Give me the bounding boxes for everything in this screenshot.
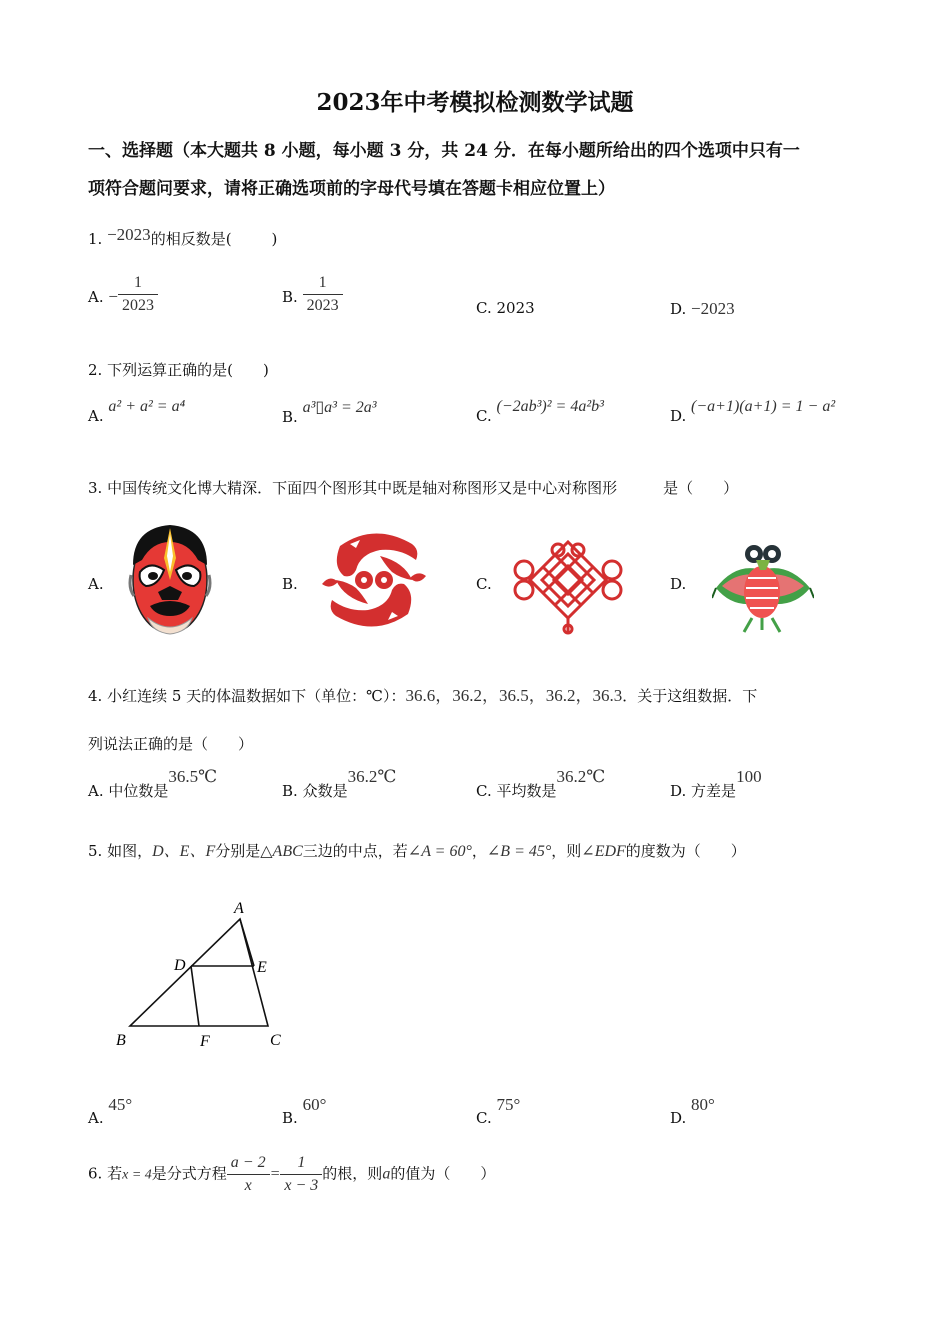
question-2 — [88, 359, 269, 380]
question-stem: 下列运算正确的是( ) — [107, 361, 269, 379]
q5-option-d[interactable] — [670, 1095, 715, 1127]
option-label: A. — [88, 782, 104, 800]
option-math: a² + a² = a⁴ — [108, 398, 186, 415]
numerator: 1 — [303, 272, 343, 295]
option-value: 2023 — [496, 299, 535, 317]
question-number: 5. — [88, 842, 103, 860]
denominator: x — [244, 1177, 252, 1194]
point-label-e: E — [257, 959, 267, 976]
option-text: 中位数是 — [108, 782, 169, 800]
chinese-knot-image[interactable] — [512, 540, 624, 636]
option-math: (−2ab³)² = 4a²b³ — [496, 398, 604, 415]
question-stem-continued: ．关于这组数据．下 — [622, 687, 758, 705]
vertex-label-b: B — [116, 1032, 126, 1049]
option-math: 80° — [691, 1095, 715, 1114]
option-label: D. — [670, 1109, 687, 1127]
question-text: 三边的中点，若 — [302, 842, 408, 860]
math-angle-b: ∠B = 45° — [486, 843, 552, 860]
q4-option-d[interactable] — [670, 766, 762, 800]
question-4 — [88, 681, 757, 706]
question-4-line2: 列说法正确的是（ ） — [88, 735, 254, 753]
q2-option-a[interactable] — [88, 397, 186, 425]
option-label: A. — [88, 1109, 104, 1127]
math-variable-a: a — [382, 1165, 391, 1183]
option-label: C. — [476, 407, 492, 425]
option-math: 36.5℃ — [168, 767, 218, 786]
option-label: B. — [282, 782, 298, 800]
option-label: B. — [282, 1109, 298, 1127]
math-expression: −2023 — [107, 225, 151, 244]
option-text: 方差是 — [691, 782, 737, 800]
question-text: 若 — [107, 1164, 123, 1183]
q2-option-b[interactable] — [282, 397, 377, 426]
option-label: B. — [282, 408, 298, 426]
option-label: C. — [476, 782, 492, 800]
question-1 — [88, 225, 278, 249]
page-title: 2023年中考模拟检测数学试题 — [316, 89, 634, 116]
q3-option-c-label[interactable]: C. — [476, 575, 492, 593]
section-header-line2: 项符合题问要求，请将正确选项前的字母代号填在答题卡相应位置上） — [88, 179, 615, 199]
fraction-left — [227, 1152, 270, 1197]
question-number: 4. — [88, 687, 103, 705]
fraction — [118, 272, 158, 317]
question-stem: 中国传统文化博大精深．下面四个图形其中既是轴对称图形又是中心对称图形 — [107, 479, 618, 497]
option-label: C. — [476, 299, 492, 317]
numerator: 1 — [280, 1152, 322, 1175]
paper-cut-fish-image[interactable] — [320, 526, 428, 634]
q5-option-a[interactable] — [88, 1095, 133, 1127]
kite-image[interactable] — [712, 540, 814, 634]
q1-option-b[interactable] — [282, 272, 343, 317]
q5-option-b[interactable] — [282, 1095, 327, 1127]
point-label-d: D — [174, 957, 186, 974]
q1-option-a[interactable] — [88, 272, 158, 317]
question-text: 的根，则 — [322, 1164, 383, 1183]
option-math: (−a+1)(a+1) = 1 − a² — [691, 398, 836, 415]
q5-option-c[interactable] — [476, 1095, 521, 1127]
option-label: A. — [88, 407, 104, 425]
option-math: 60° — [302, 1095, 327, 1114]
option-label: D. — [670, 782, 687, 800]
option-text: 平均数是 — [496, 782, 557, 800]
option-math: 45° — [108, 1095, 133, 1114]
equals-sign: = — [269, 1165, 281, 1183]
question-text: 是分式方程 — [151, 1164, 227, 1183]
triangle-figure — [110, 895, 300, 1055]
q3-option-d-label[interactable]: D. — [670, 575, 687, 593]
option-label: A. — [88, 287, 104, 306]
question-text: ，则 — [551, 842, 582, 860]
question-5 — [88, 838, 746, 861]
option-math: 36.2℃ — [556, 767, 606, 786]
denominator: 2023 — [306, 297, 339, 314]
q1-option-d[interactable] — [670, 299, 735, 319]
question-number: 2. — [88, 361, 103, 379]
question-3 — [88, 477, 738, 498]
option-math: 100 — [736, 767, 762, 786]
point-label-f: F — [200, 1033, 210, 1050]
math-x-value: x = 4 — [122, 1167, 152, 1183]
denominator: x − 3 — [284, 1177, 319, 1194]
option-math: 75° — [496, 1095, 521, 1114]
temperature-values: 36.6，36.2，36.5，36.2，36.3 — [405, 686, 623, 705]
opera-mask-image[interactable] — [128, 520, 212, 636]
question-tail: 是（ ） — [663, 479, 739, 497]
question-number: 1. — [88, 230, 103, 248]
question-text: 分别是 — [215, 842, 261, 860]
math-points: D、E、F — [152, 843, 216, 860]
question-text: 的度数为（ ） — [625, 842, 746, 860]
numerator: 1 — [118, 272, 158, 295]
numerator: a − 2 — [227, 1152, 270, 1175]
option-label: C. — [476, 1109, 492, 1127]
question-number: 6. — [88, 1164, 103, 1183]
option-math: a³▯a³ = 2a³ — [302, 399, 377, 416]
q2-option-c[interactable] — [476, 397, 604, 425]
option-label: D. — [670, 407, 687, 425]
question-bracket: ) — [271, 230, 278, 248]
q1-option-c[interactable] — [476, 299, 535, 317]
question-number: 3. — [88, 479, 103, 497]
section-header-line1: 一、选择题（本大题共 8 小题，每小题 3 分，共 24 分．在每小题所给出的四个选项中只有一 — [88, 141, 800, 161]
option-value: −2023 — [691, 299, 735, 318]
minus-sign: − — [108, 286, 118, 306]
q4-option-a[interactable] — [88, 766, 218, 800]
math-triangle: △ABC — [260, 843, 303, 860]
question-text: ， — [471, 842, 487, 860]
q4-option-b[interactable] — [282, 766, 397, 800]
option-label: B. — [282, 287, 298, 306]
option-text: 众数是 — [302, 782, 348, 800]
vertex-label-c: C — [270, 1032, 281, 1049]
math-angle-edf: ∠EDF — [581, 843, 626, 860]
question-6 — [88, 1152, 495, 1197]
vertex-label-a: A — [234, 900, 244, 917]
q3-option-b-label[interactable]: B. — [282, 575, 298, 593]
fraction-right — [280, 1152, 322, 1197]
question-stem: 小红连续 5 天的体温数据如下（单位：℃）： — [107, 687, 406, 705]
question-text: 的值为（ ） — [390, 1164, 496, 1183]
q2-option-d[interactable] — [670, 397, 836, 425]
question-stem: 的相反数是( — [150, 230, 232, 248]
q4-option-c[interactable] — [476, 766, 606, 800]
option-math: 36.2℃ — [347, 767, 397, 786]
fraction — [303, 272, 343, 317]
denominator: 2023 — [121, 297, 154, 314]
math-angle-a: ∠A = 60° — [407, 843, 472, 860]
option-label: D. — [670, 300, 687, 318]
question-text: 如图， — [107, 842, 153, 860]
q3-option-a-label[interactable]: A. — [88, 575, 104, 593]
